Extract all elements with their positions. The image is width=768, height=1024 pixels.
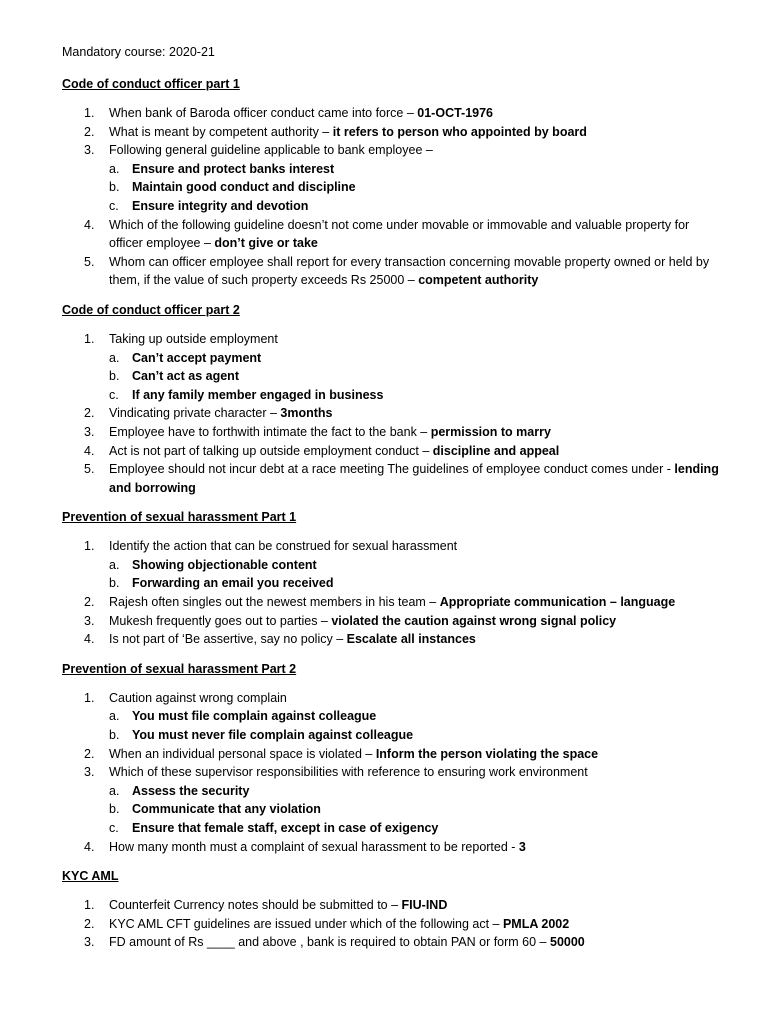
section <box>62 659 722 856</box>
sub-answer-item <box>62 349 722 368</box>
question-number: 4. <box>84 839 95 854</box>
sub-answer-item <box>62 574 722 593</box>
sub-answer-text: Assess the security <box>132 783 250 798</box>
question-number: 3. <box>84 613 95 628</box>
question-number: 2. <box>84 595 95 610</box>
question-list <box>62 104 722 290</box>
question-number: 4. <box>84 443 95 458</box>
sub-answer-text: Can’t act as agent <box>132 369 239 384</box>
question-text: Rajesh often singles out the newest members in his team – <box>109 595 440 610</box>
sub-answer-item <box>62 556 722 575</box>
question-item <box>62 745 722 764</box>
sub-answer-item <box>62 367 722 386</box>
question-text: Employee have to forthwith intimate the fact to the bank – <box>109 424 431 439</box>
question-text: Whom can officer employee shall report for every transaction concerning movable property owned or held by them, if the value of such property exceeds Rs 25000 – <box>109 254 710 288</box>
question-number: 3. <box>84 424 95 439</box>
question-item <box>62 612 722 631</box>
question-number: 1. <box>84 539 95 554</box>
question-item <box>62 630 722 649</box>
question-text: What is meant by competent authority – <box>109 124 333 139</box>
sub-answer-text: Ensure integrity and devotion <box>132 198 309 213</box>
question-item <box>62 330 722 349</box>
sub-answer-letter: c. <box>109 387 119 402</box>
section <box>62 300 722 497</box>
sub-answer-letter: b. <box>109 728 120 743</box>
sub-answer-item <box>62 178 722 197</box>
section-heading: Prevention of sexual harassment Part 2 <box>62 661 297 676</box>
sub-answer-letter: c. <box>109 198 119 213</box>
sub-answer-text: Ensure that female staff, except in case of exigency <box>132 821 439 835</box>
question-list <box>62 689 722 856</box>
question-item <box>62 838 722 857</box>
question-item <box>62 763 722 782</box>
answer-text: Escalate all instances <box>346 632 476 647</box>
question-item <box>62 253 722 290</box>
answer-text: lending and borrowing <box>109 462 719 495</box>
question-item <box>62 216 722 253</box>
sub-answer-letter: b. <box>109 576 120 591</box>
question-item <box>62 404 722 423</box>
question-text: Following general guideline applicable to bank employee – <box>109 143 433 158</box>
question-number: 1. <box>84 690 95 705</box>
question-number: 5. <box>84 462 95 477</box>
question-item <box>62 537 722 556</box>
sub-answer-letter: a. <box>109 783 120 798</box>
question-item <box>62 896 722 915</box>
sub-answer-item <box>62 819 722 838</box>
question-text: Employee should not incur debt at a race meeting The guidelines of employee conduct comes under - <box>109 462 675 477</box>
question-text: Vindicating private character – <box>109 406 281 421</box>
sub-answer-text: If any family member engaged in business <box>132 387 384 402</box>
question-item <box>62 442 722 461</box>
answer-text: competent authority <box>418 273 539 288</box>
answer-text: 50000 <box>550 935 585 950</box>
sub-answer-letter: a. <box>109 350 120 365</box>
question-text: When an individual personal space is violated – <box>109 746 376 761</box>
sub-answer-item <box>62 782 722 801</box>
question-text: Which of these supervisor responsibilities with reference to ensuring work environment <box>109 765 588 780</box>
sub-answer-letter: a. <box>109 161 120 176</box>
section-heading: Code of conduct officer part 2 <box>62 302 240 317</box>
sub-answer-letter: b. <box>109 802 120 817</box>
sub-answer-text: Can’t accept payment <box>132 350 262 365</box>
question-item <box>62 689 722 708</box>
question-number: 1. <box>84 898 95 913</box>
sub-answer-letter: b. <box>109 180 120 195</box>
sub-answer-item <box>62 800 722 819</box>
sub-answer-item <box>62 160 722 179</box>
answer-text: PMLA 2002 <box>502 916 570 931</box>
question-item <box>62 123 722 142</box>
sub-answer-item <box>62 386 722 405</box>
answer-text: Inform the person violating the space <box>375 746 599 761</box>
sub-answer-text: Forwarding an email you received <box>132 576 334 591</box>
question-number: 2. <box>84 124 95 139</box>
sub-answer-letter: a. <box>109 709 120 724</box>
section-heading: Code of conduct officer part 1 <box>62 77 240 91</box>
question-text: Caution against wrong complain <box>109 690 287 705</box>
section <box>62 74 722 290</box>
document-title: Mandatory course: 2020-21 <box>62 45 215 59</box>
question-list <box>62 537 722 649</box>
question-number: 3. <box>84 765 95 780</box>
question-text: Taking up outside employment <box>109 331 278 346</box>
sub-answer-text: Showing objectionable content <box>132 557 317 572</box>
question-number: 4. <box>84 632 95 647</box>
answer-text: discipline and appeal <box>432 443 560 458</box>
question-text: Is not part of ‘Be assertive, say no policy – <box>109 632 347 647</box>
question-number: 2. <box>84 916 95 931</box>
sub-answer-item <box>62 707 722 726</box>
question-number: 3. <box>84 143 95 158</box>
question-number: 1. <box>84 106 95 120</box>
section-heading: Prevention of sexual harassment Part 1 <box>62 510 297 525</box>
question-item <box>62 933 722 952</box>
sub-answer-item <box>62 726 722 745</box>
answer-text: Appropriate communication – language <box>439 595 676 610</box>
sub-answer-text: Ensure and protect banks interest <box>132 161 335 176</box>
question-text: Which of the following guideline doesn’t not come under movable or immovable and valuable property for officer employee – <box>109 217 690 251</box>
answer-text: it refers to person who appointed by board <box>332 124 587 139</box>
sub-answer-letter: c. <box>109 821 119 835</box>
section-heading: KYC AML <box>62 869 119 884</box>
sub-answer-item <box>62 197 722 216</box>
question-number: 4. <box>84 217 95 232</box>
sub-answer-text: Communicate that any violation <box>132 802 321 817</box>
answer-text: violated the caution against wrong signal policy <box>331 613 617 628</box>
question-item <box>62 460 722 497</box>
answer-text: 3months <box>280 406 333 421</box>
answer-text: 3 <box>518 839 526 854</box>
sub-answer-letter: b. <box>109 369 120 384</box>
question-text: FD amount of Rs ____ and above , bank is required to obtain PAN or form 60 – <box>109 935 550 950</box>
question-number: 1. <box>84 331 95 346</box>
question-text: Act is not part of talking up outside employment conduct – <box>109 443 433 458</box>
question-text: KYC AML CFT guidelines are issued under which of the following act – <box>109 916 503 931</box>
question-number: 2. <box>84 746 95 761</box>
section <box>62 507 722 649</box>
question-text: Mukesh frequently goes out to parties – <box>109 613 332 628</box>
answer-text: don’t give or take <box>214 236 318 251</box>
question-text: Counterfeit Currency notes should be submitted to – <box>109 898 402 913</box>
question-number: 5. <box>84 254 95 269</box>
question-item <box>62 104 722 123</box>
document-page <box>62 42 722 962</box>
question-item <box>62 423 722 442</box>
sub-answer-text: You must never file complain against colleague <box>132 728 414 743</box>
question-text: How many month must a complaint of sexual harassment to be reported - <box>109 839 519 854</box>
answer-text: 01-OCT-1976 <box>417 106 494 120</box>
sub-answer-letter: a. <box>109 557 120 572</box>
question-text: When bank of Baroda officer conduct came into force – <box>109 106 418 120</box>
question-item <box>62 141 722 160</box>
question-number: 3. <box>84 935 95 950</box>
question-item <box>62 915 722 934</box>
sections-container <box>62 74 722 952</box>
section <box>62 866 722 952</box>
answer-text: permission to marry <box>430 424 551 439</box>
question-list <box>62 896 722 952</box>
question-list <box>62 330 722 497</box>
sub-answer-text: Maintain good conduct and discipline <box>132 180 356 195</box>
question-text: Identify the action that can be construed for sexual harassment <box>109 539 458 554</box>
question-number: 2. <box>84 406 95 421</box>
question-item <box>62 593 722 612</box>
sub-answer-text: You must file complain against colleague <box>132 709 377 724</box>
answer-text: FIU-IND <box>401 898 448 913</box>
